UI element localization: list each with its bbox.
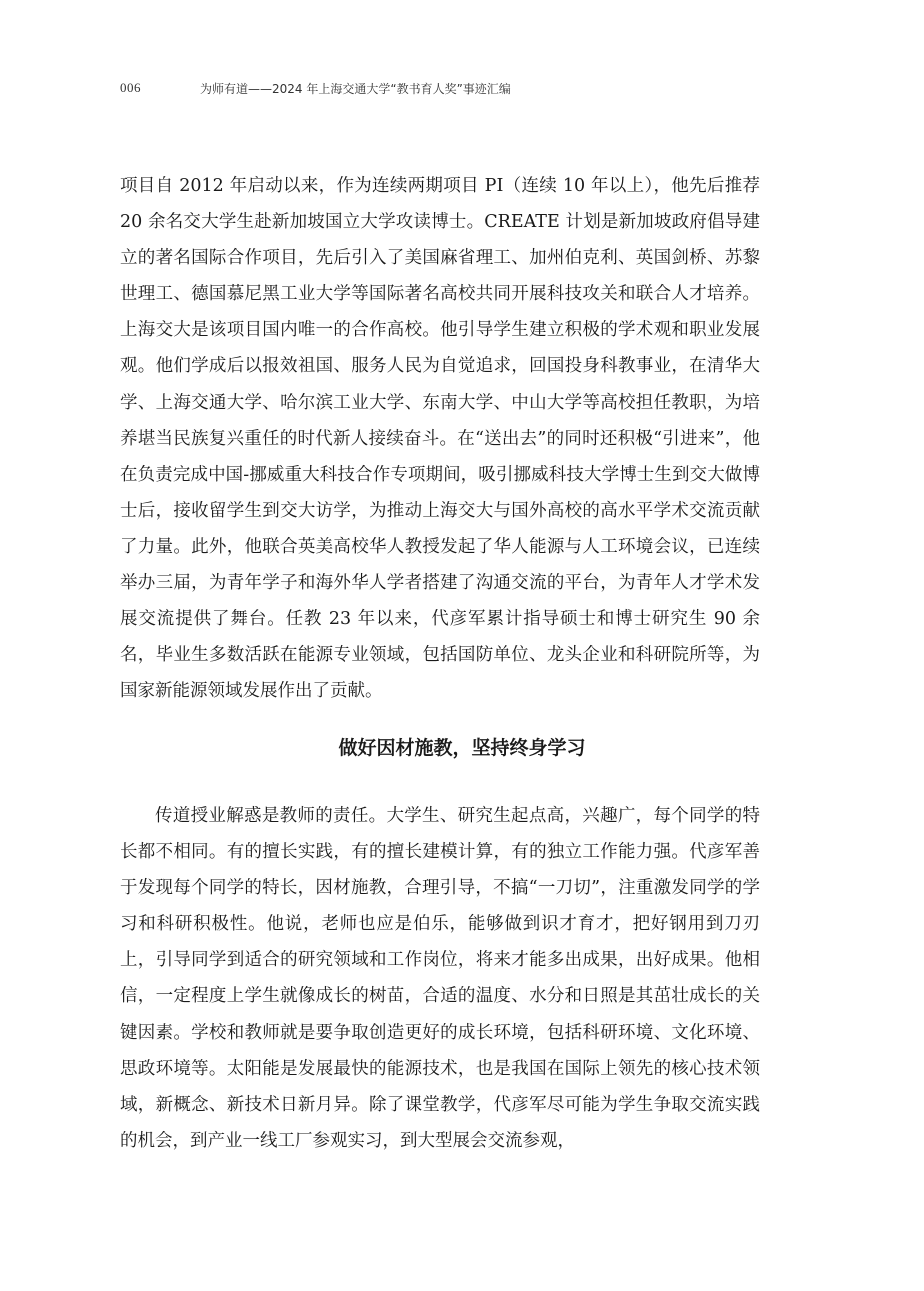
page-header xyxy=(120,80,804,102)
running-title: 为师有道——2024 年上海交通大学“教书育人奖”事迹汇编 xyxy=(200,82,511,96)
text-block-bottom xyxy=(120,798,760,1159)
body-paragraph: 项目自 2012 年启动以来，作为连续两期项目 PI（连续 10 年以上），他先后推荐 20 余名交大学生赴新加坡国立大学攻读博士。CREATE 计划是新加坡政府倡导建立的著名国际合作项目，先后引入了美国麻省理工、加州伯克利、英国剑桥、苏黎世理工、德国慕尼黑工业大学等国际著名高校共同开展科技攻关和联合人才培养。上海交大是该项目国内唯一的合作高校。他引导学生建立积极的学术观和职业发展观。他们学成后以报效祖国、服务人民为自觉追求，回国投身科教事业，在清华大学、上海交通大学、哈尔滨工业大学、东南大学、中山大学等高校担任教职，为培养堪当民族复兴重任的时代新人接续奋斗。在“送出去”的同时还积极“引进来”，他在负责完成中国-挪威重大科技合作专项期间，吸引挪威科技大学博士生到交大做博士后，接收留学生到交大访学，为推动上海交大与国外高校的高水平学术交流贡献了力量。此外，他联合英美高校华人教授发起了华人能源与人工环境会议，已连续举办三届，为青年学子和海外华人学者搭建了沟通交流的平台，为青年人才学术发展交流提供了舞台。任教 23 年以来，代彦军累计指导硕士和博士研究生 90 余名，毕业生多数活跃在能源专业领域，包括国防单位、龙头企业和科研院所等，为国家新能源领域发展作出了贡献。 xyxy=(120,176,760,702)
page-number: 006 xyxy=(120,80,141,95)
section-heading: 做好因材施教，坚持终身学习 xyxy=(338,737,586,759)
text-block-top xyxy=(120,168,760,709)
body-paragraph: 传道授业解惑是教师的责任。大学生、研究生起点高，兴趣广，每个同学的特长都不相同。有的擅长实践，有的擅长建模计算，有的独立工作能力强。代彦军善于发现每个同学的特长，因材施教，合理引导，不搞“一刀切”，注重激发同学的学习和科研积极性。他说，老师也应是伯乐，能够做到识才育才，把好钢用到刀刃上，引导同学到适合的研究领域和工作岗位，将来才能多出成果，出好成果。他相信，一定程度上学生就像成长的树苗，合适的温度、水分和日照是其茁壮成长的关键因素。学校和教师就是要争取创造更好的成长环境，包括科研环境、文化环境、思政环境等。太阳能是发展最快的能源技术，也是我国在国际上领先的核心技术领域，新概念、新技术日新月异。除了课堂教学，代彦军尽可能为学生争取交流实践的机会，到产业一线工厂参观实习，到大型展会交流参观， xyxy=(120,806,760,1151)
